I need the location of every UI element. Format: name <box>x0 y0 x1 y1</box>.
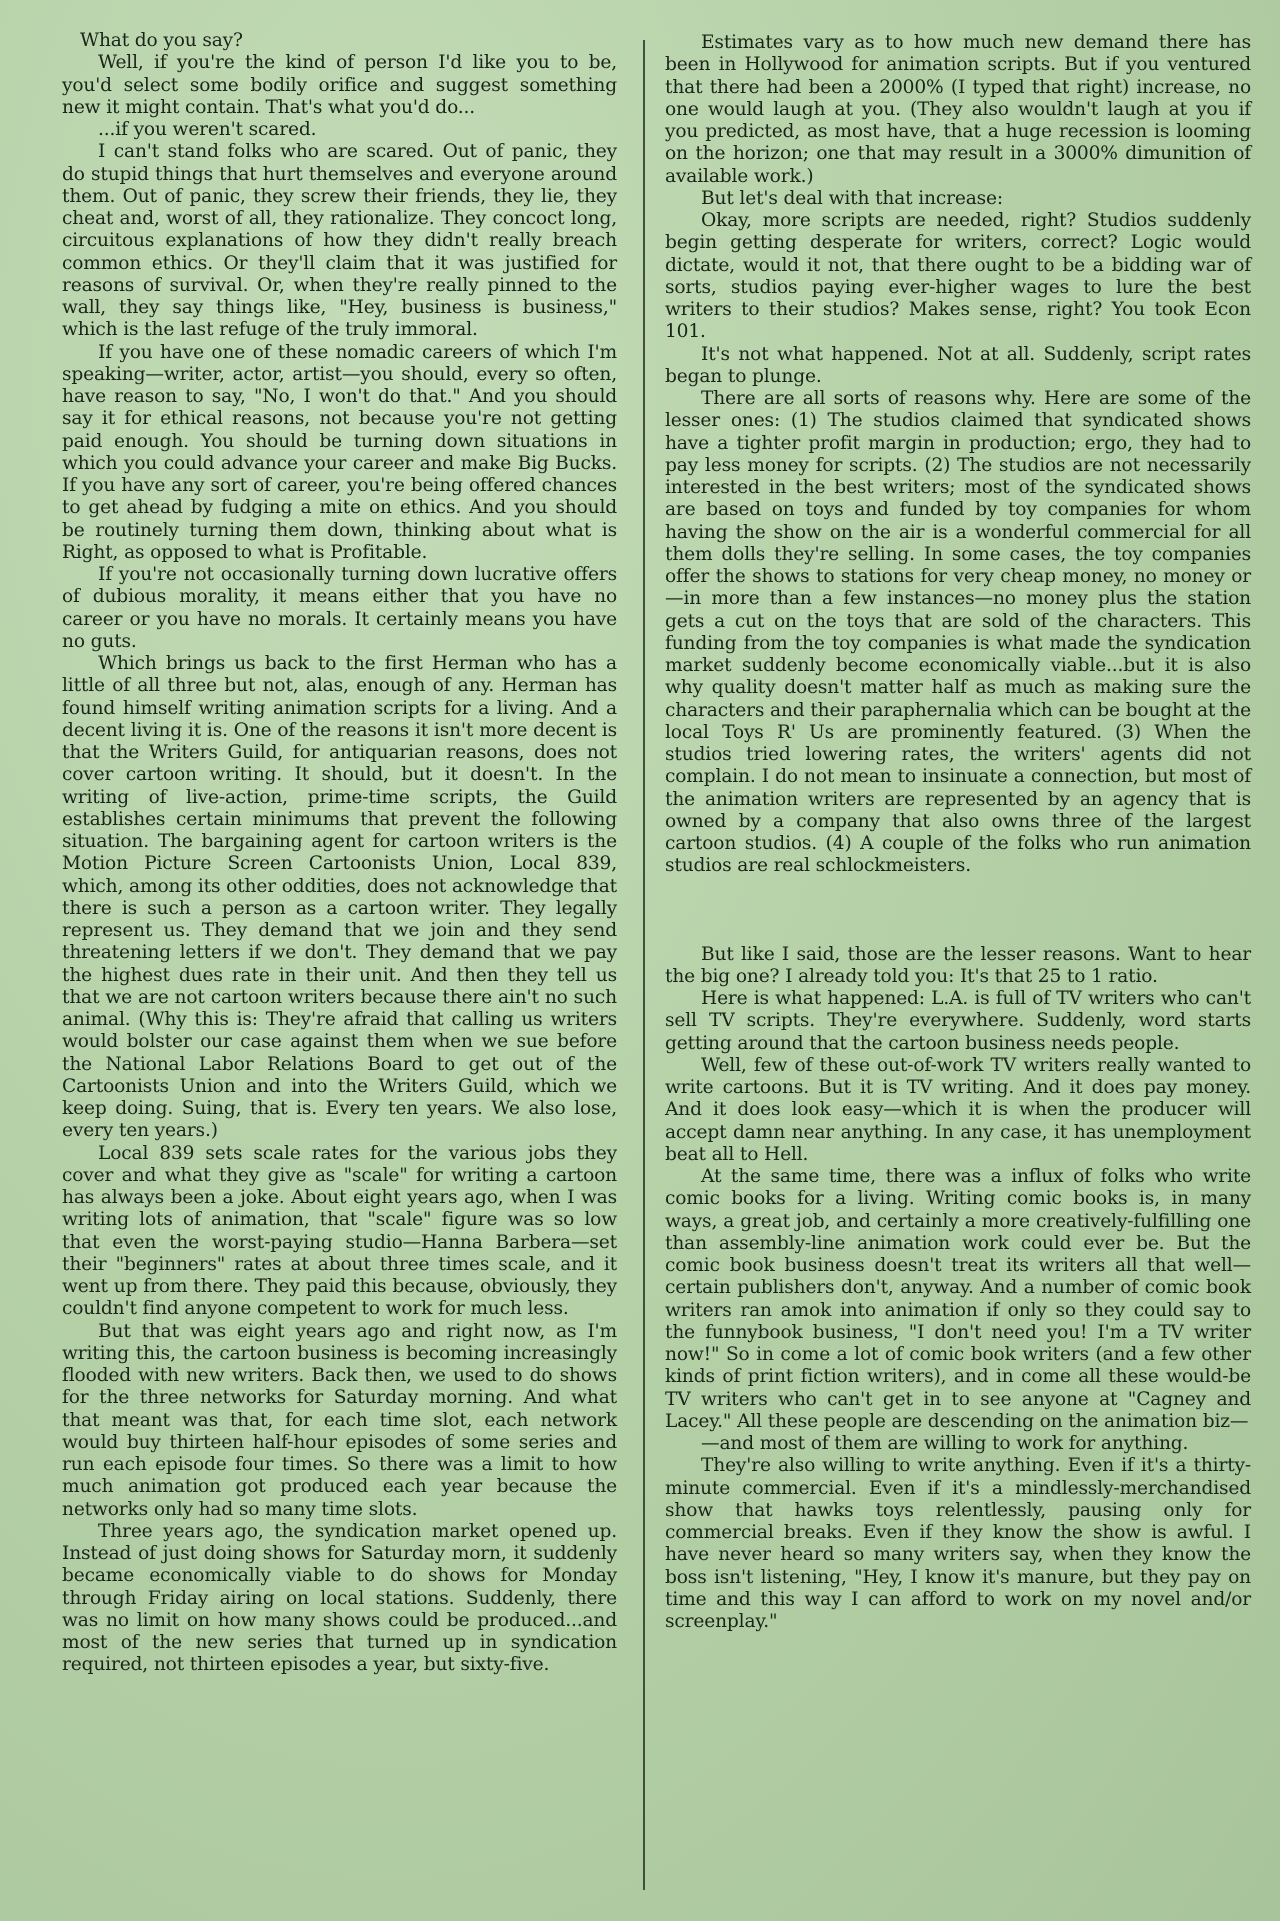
paragraph: Which brings us back to the first Herman who has a little of all three but not, alas, enough of any. Herman has found himself writing animation scripts for a living. And a decent living it is. One of the reasons it isn't more decent is that the Writers Guild, for antiquarian reasons, does not cover cartoon writing. It should, but it doesn't. In the writing of live-action, prime-time scripts, the Guild establishes certain minimums that prevent the following situation. The bargaining agent for cartoon writers is the Motion Picture Screen Cartoonists Union, Local 839, which, among its other oddities, does not acknowledge that there is such a person as a cartoon writer. They legally represent us. They demand that we join and they send threatening letters if we don't. They demand that we pay the highest dues rate in their unit. And then they tell us that we are not cartoon writers because there ain't no such animal. (Why this is: They're afraid that calling us writers would bolster our case against them when we sue before the National Labor Relations Board to get out of the Cartoonists Union and into the Writers Guild, which we keep doing. Suing, that is. Every ten years. We also lose, every ten years.) <box>62 653 617 1142</box>
paragraph: But like I said, those are the lesser reasons. Want to hear the big one? I already told you: It's that 25 to 1 ratio. <box>665 943 1251 987</box>
left-column <box>62 30 617 1677</box>
paragraph: But let's deal with that increase: <box>701 187 1004 209</box>
paragraph: Well, few of these out-of-work TV writers really wanted to write cartoons. But it is TV writing. And it does pay money. And it does look easy—which it is when the producer will accept damn near anything. In any case, it has unemployment beat all to Hell. <box>665 1054 1251 1165</box>
right-column <box>665 32 1251 1633</box>
paragraph: Okay, more scripts are needed, right? Studios suddenly begin getting desperate for writers, correct? Logic would dictate, would it not, that there ought to be a bidding war of sorts, studios paying ever-higher wages to lure the best writers to their studios? Makes sense, right? You took Econ 101. <box>665 210 1251 343</box>
paragraph: If you're not occasionally turning down lucrative offers of dubious morality, it means either that you have no career or you have no morals. It certainly means you have no guts. <box>62 564 617 652</box>
paragraph: Three years ago, the syndication market opened up. Instead of just doing shows for Saturday morn, it suddenly became economically viable to do shows for Monday through Friday airing on local stations. Suddenly, there was no limit on how many shows could be produced...and most of the new series that turned up in syndication required, not thirteen episodes a year, but sixty-five. <box>62 1520 617 1676</box>
section-break <box>665 878 1251 944</box>
paragraph: There are all sorts of reasons why. Here are some of the lesser ones: (1) The studios claimed that syndicated shows have a tighter profit margin in production; ergo, they had to pay less money for scripts. (2) The studios are not necessarily interested in the best writers; most of the syndicated shows are based on toys and funded by toy companies for whom having the show on the air is a wonderful commercial for all them dolls they're selling. In some cases, the toy companies offer the shows to stations for very cheap money, no money or—in more than a few instances—no money plus the station gets a cut on the toys that are sold of the characters. This funding from the toy companies is what made the syndication market suddenly become economically viable...but it is also why quality doesn't matter half as much as making sure the characters and their paraphernalia which can be bought at the local Toys R' Us are prominently featured. (3) When the studios tried lowering rates, the writers' agents did not complain. I do not mean to insinuate a connection, but most of the animation writers are represented by an agency that is owned by a company that also owns three of the largest cartoon studios. (4) A couple of the folks who run animation studios are real schlockmeisters. <box>665 388 1251 877</box>
paragraph: They're also willing to write anything. Even if it's a thirty-minute commercial. Even if it's a mindlessly-merchandised show that hawks toys relentlessly, pausing only for commercial breaks. Even if they know the show is awful. I have never heard so many writers say, when they know the boss isn't listening, "Hey, I know it's manure, but they pay on time and this way I can afford to work on my novel and/or screenplay." <box>665 1455 1251 1632</box>
paragraph: ...if you weren't scared. <box>98 119 317 140</box>
paragraph: Here is what happened: L.A. is full of TV writers who can't sell TV scripts. They're everywhere. Suddenly, word starts getting around that the cartoon business needs people. <box>665 988 1251 1054</box>
column-divider <box>643 40 645 1890</box>
paragraph: Estimates vary as to how much new demand there has been in Hollywood for animation scripts. But if you ventured that there had been a 2000% (I typed that right) increase, no one would laugh at you. (They also wouldn't laugh at you if you predicted, as most have, that a huge recession is looming on the horizon; one that may result in a 3000% dimunition of available work.) <box>665 32 1251 187</box>
paragraph: But that was eight years ago and right now, as I'm writing this, the cartoon business is becoming increasingly flooded with new writers. Back then, we used to do shows for the three networks for Saturday morning. And what that meant was that, for each time slot, each network would buy thirteen half-hour episodes of some series and run each episode four times. So there was a limit to how much animation got produced each year because the networks only had so many time slots. <box>62 1320 617 1520</box>
paragraph: I can't stand folks who are scared. Out of panic, they do stupid things that hurt themselves and everyone around them. Out of panic, they screw their friends, they lie, they cheat and, worst of all, they rationalize. They concoct long, circuitous explanations of how they didn't really breach common ethics. Or they'll claim that it was justified for reasons of survival. Or, when they're really pinned to the wall, they say things like, "Hey, business is business," which is the last refuge of the truly immoral. <box>62 141 617 341</box>
paragraph: Local 839 sets scale rates for the various jobs they cover and what they give as "scale" for writing a cartoon has always been a joke. About eight years ago, when I was writing lots of animation, that "scale" figure was so low that even the worst-paying studio—Hanna Barbera—set their "beginners" rates at about three times scale, and it went up from there. They paid this because, obviously, they couldn't find anyone competent to work for much less. <box>62 1142 617 1320</box>
paragraph: Well, if you're the kind of person I'd like you to be, you'd select some bodily orifice and suggest something new it might contain. That's what you'd do... <box>62 52 617 118</box>
paragraph: —and most of them are willing to work for anything. <box>701 1433 1189 1454</box>
paragraph: If you have one of these nomadic careers of which I'm speaking—writer, actor, artist—you should, every so often, have reason to say, "No, I won't do that." And you should say it for ethical reasons, not because you're not getting paid enough. You should be turning down situations in which you could advance your career and make Big Bucks. If you have any sort of career, you're being offered chances to get ahead by fudging a mite on ethics. And you should be routinely turning them down, thinking about what is Right, as opposed to what is Profitable. <box>62 341 617 563</box>
paragraph: What do you say? <box>80 30 243 51</box>
paragraph: At the same time, there was a influx of folks who write comic books for a living. Writing comic books is, in many ways, a great job, and certainly a more creatively-fulfilling one than assembly-line animation work could ever be. But the comic book business doesn't treat its writers all that well—certain publishers don't, anyway. And a number of comic book writers ran amok into animation if only so they could say to the funnybook business, "I don't need you! I'm a TV writer now!" So in come a lot of comic book writers (and a few other kinds of print fiction writers), and in come all these would-be TV writers who can't get in to see anyone at "Cagney and Lacey." All these people are descending on the animation biz— <box>665 1166 1251 1432</box>
paragraph: It's not what happened. Not at all. Suddenly, script rates began to plunge. <box>665 343 1251 387</box>
